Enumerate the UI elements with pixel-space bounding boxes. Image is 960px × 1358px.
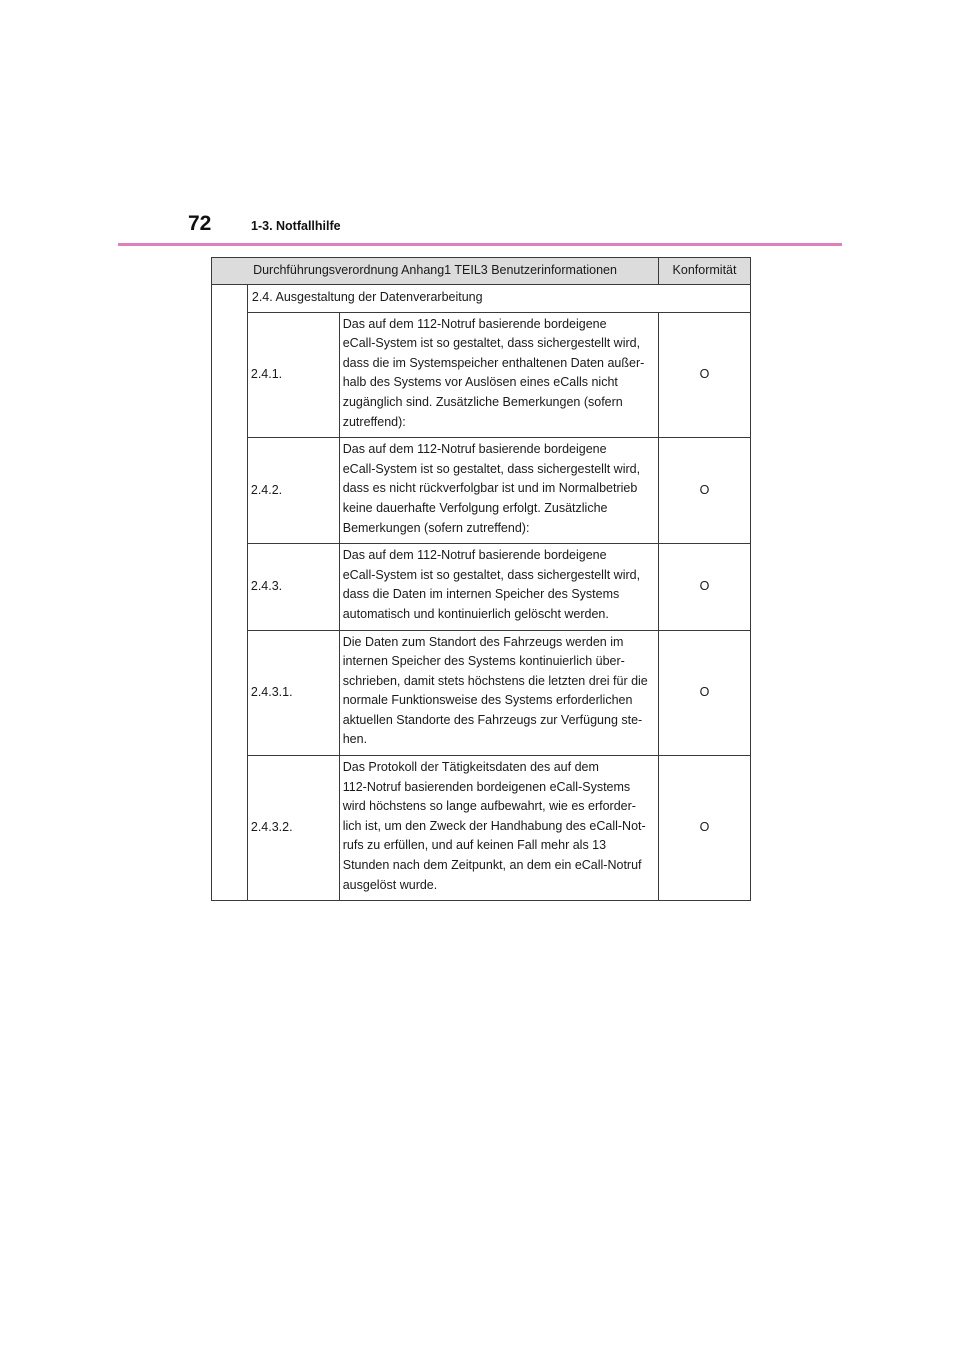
section-title: 1-3. Notfallhilfe [251,219,341,233]
clause-text-line: Die Daten zum Standort des Fahrzeugs werden im [342,634,624,649]
subheading-cell: 2.4. Ausgestaltung der Datenverarbeitung [247,285,750,313]
table-row [212,756,751,901]
clause-number: 2.4.3.2. [247,756,339,901]
clause-text-line: zugänglich sind. Zusätzliche Bemerkungen (sofern [342,394,623,409]
clause-text-line: wird höchstens so lange aufbewahrt, wie es erforder- [342,799,636,814]
conformity-mark: O [659,438,751,544]
clause-text-line: Das auf dem 112-Notruf basierende bordeigene [342,548,607,563]
conformity-mark: O [659,544,751,630]
clause-text-line: Bemerkungen (sofern zutreffend): [342,520,530,535]
clause-text-line: rufs zu erfüllen, und auf keinen Fall mehr als 13 [342,838,607,853]
clause-text-line: keine dauerhafte Verfolgung erfolgt. Zusätzliche [342,500,608,515]
clause-text-line: dass es nicht rückverfolgbar ist und im Normalbetrieb [342,481,638,496]
clause-text-line: Das Protokoll der Tätigkeitsdaten des auf dem [342,760,599,775]
clause-text-line: dass die im Systemspeicher enthaltenen Daten außer- [342,355,645,370]
clause-text-line: hen. [342,732,368,747]
conformity-mark: O [659,312,751,438]
clause-text [339,756,658,901]
clause-text-line: normale Funktionsweise des Systems erforderlichen [342,693,633,708]
clause-text-line: eCall-System ist so gestaltet, dass sichergestellt wird, [342,336,641,351]
conformity-mark: O [659,630,751,756]
clause-number: 2.4.2. [247,438,339,544]
table-row [212,544,751,630]
clause-text-line: eCall-System ist so gestaltet, dass sichergestellt wird, [342,461,641,476]
clause-text-line: 112-Notruf basierenden bordeigenen eCall-Systems [342,779,631,794]
clause-number: 2.4.1. [247,312,339,438]
table-header-row [212,258,751,285]
page-number: 72 [188,212,212,235]
clause-text-line: Das auf dem 112-Notruf basierende bordeigene [342,316,607,331]
indent-spacer-cell [212,285,248,901]
column-header-requirement: Durchführungsverordnung Anhang1 TEIL3 Benutzerinformationen [212,258,659,285]
clause-text [339,630,658,756]
conformity-table [211,257,751,901]
clause-text-line: Das auf dem 112-Notruf basierende bordeigene [342,442,607,457]
clause-text [339,312,658,438]
clause-text-line: dass die Daten im internen Speicher des Systems [342,587,620,602]
clause-text-line: aktuellen Standorte des Fahrzeugs zur Verfügung ste- [342,712,643,727]
subheading-row [212,285,751,313]
header-divider [118,243,842,246]
clause-text [339,544,658,630]
clause-text-line: ausgelöst wurde. [342,877,438,892]
clause-text [339,438,658,544]
clause-text-line: Stunden nach dem Zeitpunkt, an dem ein eCall-Notruf [342,858,642,873]
clause-text-line: automatisch und kontinuierlich gelöscht werden. [342,606,609,621]
clause-text-line: lich ist, um den Zweck der Handhabung des eCall-Not- [342,818,646,833]
clause-text-line: zutreffend): [342,414,406,429]
clause-number: 2.4.3.1. [247,630,339,756]
column-header-conformity: Konformität [659,258,751,285]
table-row [212,312,751,438]
clause-text-line: internen Speicher des Systems kontinuierlich über- [342,654,625,669]
clause-text-line: schrieben, damit stets höchstens die letzten drei für die [342,673,648,688]
clause-text-line: eCall-System ist so gestaltet, dass sichergestellt wird, [342,567,641,582]
clause-number: 2.4.3. [247,544,339,630]
conformity-mark: O [659,756,751,901]
table-row [212,630,751,756]
table-row [212,438,751,544]
clause-text-line: halb des Systems vor Auslösen eines eCalls nicht [342,375,618,390]
